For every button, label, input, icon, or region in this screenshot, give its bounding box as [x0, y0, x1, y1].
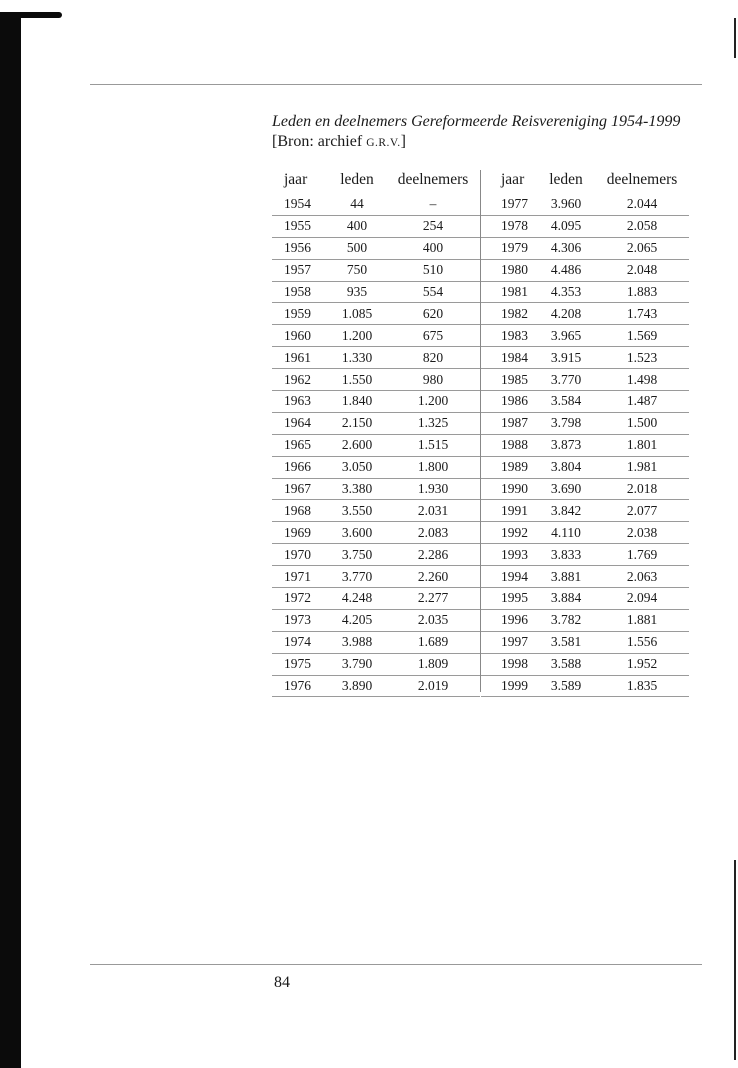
- cell-jaar: 1995: [501, 590, 528, 606]
- cell-jaar: 1998: [501, 656, 528, 672]
- cell-leden: 3.960: [550, 196, 582, 212]
- cell-leden: 3.890: [341, 678, 373, 694]
- header-rule: [90, 84, 702, 85]
- cell-jaar: 1958: [284, 284, 311, 299]
- table-row: [272, 654, 480, 676]
- caption-title: Leden en deelnemers Gereformeerde Reisvereniging 1954-1999: [272, 113, 681, 130]
- cell-jaar: 1987: [501, 415, 528, 431]
- cell-jaar: 1980: [501, 262, 528, 278]
- cell-deelnemers: 1.800: [417, 459, 449, 475]
- cell-deelnemers: –: [429, 196, 437, 212]
- cell-jaar: 1954: [284, 196, 311, 212]
- cell-jaar: 1975: [284, 656, 311, 672]
- table-row: [481, 610, 689, 632]
- cell-jaar: 1978: [501, 218, 528, 234]
- table-row: [481, 238, 689, 260]
- cell-leden: 3.050: [341, 459, 373, 475]
- cell-jaar: 1986: [501, 393, 528, 409]
- table-row: [272, 522, 480, 544]
- table-row: [272, 500, 480, 522]
- header-deelnemers: deelnemers: [606, 171, 678, 188]
- cell-deelnemers: 2.063: [626, 568, 658, 584]
- cell-deelnemers: 2.277: [417, 590, 449, 606]
- table-row: [481, 413, 689, 435]
- cell-deelnemers: 675: [422, 327, 444, 343]
- cell-jaar: 1967: [284, 481, 311, 497]
- cell-jaar: 1962: [284, 371, 311, 387]
- caption-source-prefix: [Bron: archief: [272, 133, 367, 150]
- table-caption: [272, 112, 712, 153]
- cell-leden: 2.150: [341, 415, 373, 431]
- table-row: [272, 676, 480, 698]
- cell-jaar: 1992: [501, 524, 528, 540]
- cell-jaar: 1973: [284, 612, 311, 628]
- cell-leden: 1.085: [341, 305, 373, 321]
- cell-deelnemers: 1.556: [626, 634, 658, 650]
- table-row: [272, 413, 480, 435]
- cell-deelnemers: 2.058: [626, 218, 658, 234]
- cell-deelnemers: 2.065: [626, 240, 658, 256]
- cell-leden: 4.205: [341, 612, 373, 628]
- cell-leden: 3.965: [550, 327, 582, 343]
- scan-edge-shadow: [0, 14, 21, 1068]
- table-row: [272, 216, 480, 238]
- cell-deelnemers: 1.881: [626, 612, 658, 628]
- cell-leden: 1.840: [341, 393, 373, 409]
- cell-leden: 3.770: [550, 371, 582, 387]
- table-row: [481, 391, 689, 413]
- cell-deelnemers: 2.018: [626, 481, 658, 497]
- cell-jaar: 1983: [501, 327, 528, 343]
- table-row: [481, 369, 689, 391]
- cell-jaar: 1982: [501, 305, 528, 321]
- cell-leden: 3.881: [550, 568, 582, 584]
- cell-leden: 3.584: [550, 393, 582, 409]
- table-row: [272, 282, 480, 304]
- cell-jaar: 1969: [284, 524, 311, 540]
- table-row: [481, 632, 689, 654]
- table-half-right: [480, 170, 689, 692]
- cell-deelnemers: 2.031: [417, 502, 449, 518]
- table-row: [272, 194, 480, 216]
- cell-leden: 3.690: [550, 481, 582, 497]
- cell-deelnemers: 1.498: [626, 371, 658, 387]
- cell-deelnemers: 1.952: [626, 656, 658, 672]
- cell-leden: 3.750: [341, 546, 373, 562]
- cell-jaar: 1972: [284, 590, 311, 606]
- table-row: [481, 435, 689, 457]
- cell-leden: 3.798: [550, 415, 582, 431]
- cell-jaar: 1955: [284, 218, 311, 234]
- cell-jaar: 1959: [284, 305, 311, 321]
- cell-deelnemers: 554: [422, 284, 444, 299]
- cell-deelnemers: 2.038: [626, 524, 658, 540]
- page-number: 84: [274, 974, 290, 991]
- table-row: [481, 588, 689, 610]
- cell-leden: 935: [346, 284, 368, 299]
- table-row: [272, 303, 480, 325]
- cell-leden: 3.581: [550, 634, 582, 650]
- cell-jaar: 1988: [501, 437, 528, 453]
- cell-leden: 4.248: [341, 590, 373, 606]
- footer-rule: [90, 964, 702, 965]
- cell-leden: 3.589: [550, 678, 582, 694]
- cell-jaar: 1996: [501, 612, 528, 628]
- cell-deelnemers: 2.260: [417, 568, 449, 584]
- caption-source-org: G.R.V.: [366, 137, 401, 149]
- cell-deelnemers: 1.487: [626, 393, 658, 409]
- cell-jaar: 1997: [501, 634, 528, 650]
- caption-source-suffix: ]: [400, 133, 406, 150]
- cell-leden: 4.353: [550, 284, 582, 299]
- cell-jaar: 1991: [501, 502, 528, 518]
- cell-jaar: 1960: [284, 327, 311, 343]
- cell-leden: 1.330: [341, 349, 373, 365]
- cell-deelnemers: 2.083: [417, 524, 449, 540]
- cell-leden: 3.915: [550, 349, 582, 365]
- cell-leden: 3.588: [550, 656, 582, 672]
- cell-deelnemers: 1.325: [417, 415, 449, 431]
- cell-leden: 750: [346, 262, 368, 278]
- scan-edge-mark-right-bottom: [734, 860, 736, 1060]
- cell-deelnemers: 2.019: [417, 678, 449, 694]
- cell-leden: 4.110: [551, 524, 581, 540]
- cell-jaar: 1963: [284, 393, 311, 409]
- cell-leden: 2.600: [341, 437, 373, 453]
- cell-leden: 3.600: [341, 524, 373, 540]
- cell-deelnemers: 1.809: [417, 656, 449, 672]
- cell-jaar: 1993: [501, 546, 528, 562]
- header-leden: leden: [549, 171, 583, 188]
- cell-leden: 3.550: [341, 502, 373, 518]
- table-half-left: [272, 170, 480, 697]
- cell-deelnemers: 2.048: [626, 262, 658, 278]
- cell-leden: 3.770: [341, 568, 373, 584]
- cell-leden: 4.306: [550, 240, 582, 256]
- cell-jaar: 1990: [501, 481, 528, 497]
- cell-leden: 3.804: [550, 459, 582, 475]
- cell-leden: 3.833: [550, 546, 582, 562]
- table-row: [481, 260, 689, 282]
- table-row: [481, 544, 689, 566]
- table-body-left: [272, 194, 480, 697]
- table-row: [481, 347, 689, 369]
- table-row: [481, 654, 689, 676]
- cell-deelnemers: 1.523: [626, 349, 658, 365]
- cell-jaar: 1956: [284, 240, 311, 256]
- cell-jaar: 1981: [501, 284, 528, 299]
- cell-leden: 3.380: [341, 481, 373, 497]
- cell-leden: 500: [346, 240, 368, 256]
- cell-leden: 44: [350, 196, 364, 212]
- cell-deelnemers: 1.515: [417, 437, 449, 453]
- cell-leden: 3.873: [550, 437, 582, 453]
- header-jaar: jaar: [501, 171, 525, 188]
- table-row: [272, 260, 480, 282]
- table-row: [272, 588, 480, 610]
- table-row: [481, 216, 689, 238]
- cell-deelnemers: 1.769: [626, 546, 658, 562]
- header-leden: leden: [340, 171, 374, 188]
- cell-jaar: 1970: [284, 546, 311, 562]
- cell-jaar: 1989: [501, 459, 528, 475]
- scan-edge-mark: [0, 12, 62, 18]
- cell-deelnemers: 820: [422, 349, 444, 365]
- table-row: [272, 479, 480, 501]
- table-row: [481, 479, 689, 501]
- cell-jaar: 1971: [284, 568, 311, 584]
- cell-deelnemers: 1.500: [626, 415, 658, 431]
- cell-leden: 1.200: [341, 327, 373, 343]
- table-row: [272, 610, 480, 632]
- cell-leden: 3.782: [550, 612, 582, 628]
- header-jaar: jaar: [284, 171, 308, 188]
- cell-jaar: 1966: [284, 459, 311, 475]
- scan-edge-mark-right-top: [734, 18, 736, 58]
- cell-deelnemers: 1.801: [626, 437, 658, 453]
- cell-deelnemers: 2.035: [417, 612, 449, 628]
- table-header-row: [272, 170, 480, 194]
- table-row: [272, 325, 480, 347]
- table-row: [272, 632, 480, 654]
- table-row: [272, 544, 480, 566]
- cell-deelnemers: 2.094: [626, 590, 658, 606]
- cell-deelnemers: 1.930: [417, 481, 449, 497]
- cell-leden: 4.486: [550, 262, 582, 278]
- cell-jaar: 1984: [501, 349, 528, 365]
- cell-jaar: 1968: [284, 502, 311, 518]
- table-row: [481, 566, 689, 588]
- cell-leden: 3.884: [550, 590, 582, 606]
- cell-jaar: 1977: [501, 196, 528, 212]
- table-row: [272, 435, 480, 457]
- cell-jaar: 1974: [284, 634, 311, 650]
- cell-deelnemers: 510: [422, 262, 444, 278]
- cell-leden: 3.790: [341, 656, 373, 672]
- cell-jaar: 1979: [501, 240, 528, 256]
- cell-deelnemers: 1.743: [626, 305, 658, 321]
- cell-deelnemers: 1.835: [626, 678, 658, 694]
- cell-deelnemers: 1.200: [417, 393, 449, 409]
- table-row: [272, 566, 480, 588]
- cell-leden: 4.208: [550, 305, 582, 321]
- table-row: [481, 500, 689, 522]
- cell-deelnemers: 1.569: [626, 327, 658, 343]
- cell-deelnemers: 620: [422, 305, 444, 321]
- cell-leden: 1.550: [341, 371, 373, 387]
- cell-deelnemers: 2.077: [626, 502, 658, 518]
- cell-deelnemers: 1.981: [626, 459, 658, 475]
- cell-deelnemers: 1.883: [626, 284, 658, 299]
- cell-deelnemers: 1.689: [417, 634, 449, 650]
- cell-leden: 400: [346, 218, 368, 234]
- table-row: [481, 303, 689, 325]
- table-row: [481, 457, 689, 479]
- cell-deelnemers: 2.044: [626, 196, 658, 212]
- cell-deelnemers: 400: [422, 240, 444, 256]
- table-body-right: [481, 194, 689, 697]
- table-header-row: [481, 170, 689, 194]
- cell-jaar: 1976: [284, 678, 311, 694]
- cell-jaar: 1964: [284, 415, 311, 431]
- table-row: [272, 457, 480, 479]
- members-table: [272, 170, 701, 692]
- cell-jaar: 1985: [501, 371, 528, 387]
- cell-leden: 3.842: [550, 502, 582, 518]
- cell-jaar: 1957: [284, 262, 311, 278]
- table-row: [481, 194, 689, 216]
- cell-deelnemers: 980: [422, 371, 444, 387]
- cell-jaar: 1999: [501, 678, 528, 694]
- table-row: [272, 238, 480, 260]
- table-row: [481, 325, 689, 347]
- cell-deelnemers: 254: [422, 218, 444, 234]
- table-row: [272, 347, 480, 369]
- cell-leden: 4.095: [550, 218, 582, 234]
- cell-deelnemers: 2.286: [417, 546, 449, 562]
- table-row: [481, 522, 689, 544]
- header-deelnemers: deelnemers: [397, 171, 469, 188]
- cell-jaar: 1994: [501, 568, 528, 584]
- cell-leden: 3.988: [341, 634, 373, 650]
- caption-source: [272, 132, 712, 153]
- cell-jaar: 1961: [284, 349, 311, 365]
- table-row: [272, 369, 480, 391]
- table-row: [272, 391, 480, 413]
- cell-jaar: 1965: [284, 437, 311, 453]
- table-row: [481, 676, 689, 698]
- table-row: [481, 282, 689, 304]
